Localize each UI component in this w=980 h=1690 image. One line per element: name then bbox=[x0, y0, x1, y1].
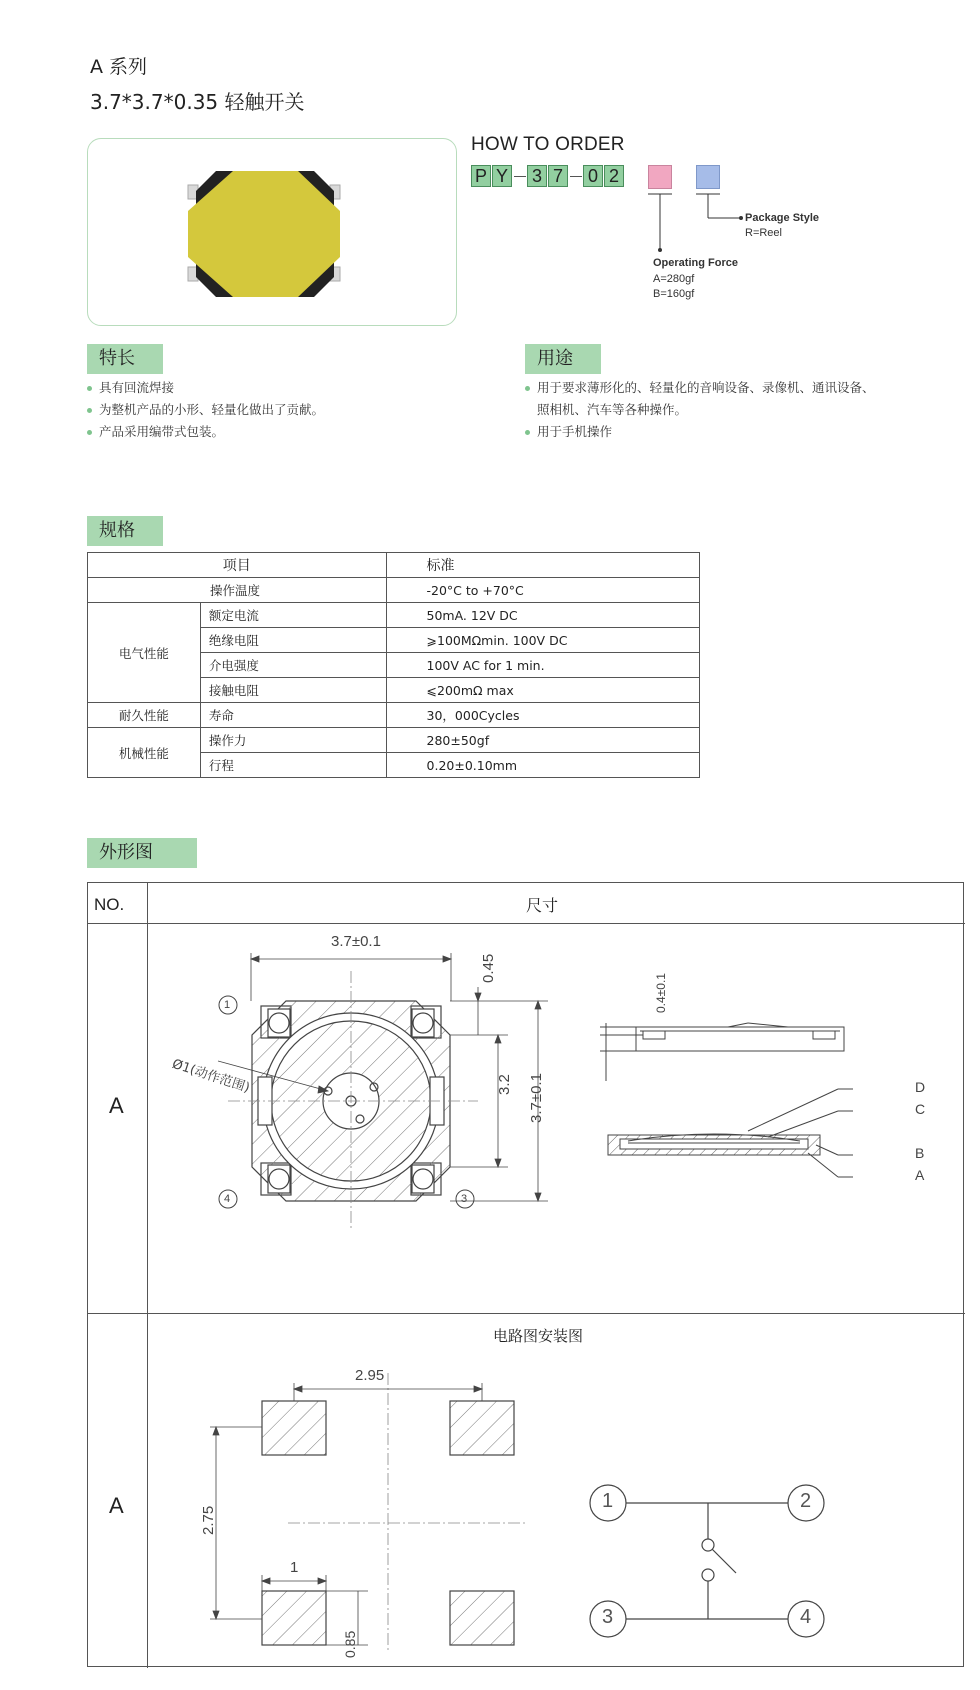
spec-item: 介电强度 bbox=[200, 653, 386, 678]
code-char: P bbox=[471, 165, 491, 187]
spec-item: 额定电流 bbox=[200, 603, 386, 628]
column-divider bbox=[147, 883, 148, 1668]
dim-width: 3.7±0.1 bbox=[331, 933, 381, 950]
dim-height: 3.7±0.1 bbox=[528, 1073, 545, 1123]
spec-value: 0.20±0.10mm bbox=[386, 753, 699, 778]
code-char: Y bbox=[492, 165, 512, 187]
spec-header-standard: 标准 bbox=[386, 553, 699, 578]
code-char: 2 bbox=[604, 165, 624, 187]
series-title: A 系列 bbox=[90, 56, 148, 78]
code-dash bbox=[570, 176, 582, 177]
list-item: 具有回流焊接 bbox=[87, 377, 324, 399]
spec-item: 绝缘电阻 bbox=[200, 628, 386, 653]
part-label: D bbox=[915, 1079, 926, 1095]
spec-item: 行程 bbox=[200, 753, 386, 778]
row-no: A bbox=[109, 1093, 124, 1118]
order-leader-lines bbox=[640, 190, 750, 260]
col-no-header: NO. bbox=[94, 895, 125, 914]
spec-value: 280±50gf bbox=[386, 728, 699, 753]
operating-force-label: Operating Force bbox=[653, 257, 738, 269]
circuit-pin-label: 4 bbox=[800, 1606, 812, 1628]
uses-tag: 用途 bbox=[525, 344, 601, 374]
code-char: 7 bbox=[548, 165, 568, 187]
features-list bbox=[87, 377, 324, 443]
spec-value: ⩾100MΩmin. 100V DC bbox=[386, 628, 699, 653]
spec-item: 操作力 bbox=[200, 728, 386, 753]
code-char: 3 bbox=[527, 165, 547, 187]
row-no: A bbox=[109, 1493, 124, 1518]
circuit-pin-label: 1 bbox=[602, 1490, 614, 1512]
specs-table bbox=[87, 552, 700, 778]
circuit-pin-label: 2 bbox=[800, 1490, 812, 1512]
operating-force-option: B=160gf bbox=[653, 288, 695, 300]
spec-header-item: 项目 bbox=[88, 553, 387, 578]
table-row bbox=[88, 603, 700, 628]
dim-pitch-x: 2.95 bbox=[355, 1367, 385, 1384]
part-label: A bbox=[915, 1167, 925, 1183]
package-style-box bbox=[696, 165, 720, 189]
top-view-drawing bbox=[188, 931, 948, 1311]
product-image bbox=[88, 139, 458, 327]
features-tag: 特长 bbox=[87, 344, 163, 374]
spec-group: 电气性能 bbox=[88, 603, 201, 703]
package-style-label: Package Style bbox=[745, 212, 819, 224]
spec-group: 耐久性能 bbox=[88, 703, 201, 728]
outline-tag: 外形图 bbox=[87, 838, 197, 868]
spec-item: 操作温度 bbox=[88, 578, 387, 603]
package-style-option: R=Reel bbox=[745, 227, 782, 239]
list-item: 用于要求薄形化的、轻量化的音响设备、录像机、通讯设备、 bbox=[525, 377, 875, 399]
pcb-layout-drawing bbox=[188, 1353, 948, 1653]
spec-group: 机械性能 bbox=[88, 728, 201, 778]
spec-value: 100V AC for 1 min. bbox=[386, 653, 699, 678]
operating-force-box bbox=[648, 165, 672, 189]
dim-edge: 0.45 bbox=[480, 953, 497, 983]
spec-value: ⩽200mΩ max bbox=[386, 678, 699, 703]
spec-value: -20°C to +70°C bbox=[386, 578, 699, 603]
list-item: 产品采用编带式包装。 bbox=[87, 421, 324, 443]
part-label: C bbox=[915, 1101, 926, 1117]
outline-table bbox=[87, 882, 964, 1667]
table-row bbox=[88, 703, 700, 728]
dim-inner: 3.2 bbox=[496, 1074, 513, 1095]
dim-pad-h: 0.85 bbox=[342, 1630, 358, 1658]
list-item-continued bbox=[525, 399, 875, 421]
spec-value: 50mA. 12V DC bbox=[386, 603, 699, 628]
order-code bbox=[471, 165, 625, 187]
part-label: B bbox=[915, 1145, 925, 1161]
row-divider bbox=[88, 1313, 965, 1314]
circuit-subtitle: 电路图安装图 bbox=[493, 1327, 584, 1345]
code-char: 0 bbox=[583, 165, 603, 187]
uses-list bbox=[525, 377, 875, 443]
table-row bbox=[88, 728, 700, 753]
list-item: 为整机产品的小形、轻量化做出了贡献。 bbox=[87, 399, 324, 421]
spec-item: 寿命 bbox=[200, 703, 386, 728]
dim-side-thickness: 0.4±0.1 bbox=[654, 973, 668, 1013]
dim-actuator: Ø1(动作范围) bbox=[170, 1056, 252, 1096]
code-dash bbox=[514, 176, 526, 177]
operating-force-option: A=280gf bbox=[653, 273, 695, 285]
dim-pitch-y: 2.75 bbox=[200, 1505, 217, 1535]
dim-pad-w: 1 bbox=[290, 1559, 299, 1576]
product-photo-frame bbox=[87, 138, 457, 326]
specs-tag: 规格 bbox=[87, 516, 163, 546]
pin-label: 1 bbox=[224, 999, 231, 1011]
list-item-text: 照相机、汽车等各种操作。 bbox=[537, 402, 688, 417]
pin-label: 4 bbox=[224, 1193, 231, 1205]
spec-item: 接触电阻 bbox=[200, 678, 386, 703]
col-dim-header: 尺寸 bbox=[526, 896, 559, 915]
table-row bbox=[88, 578, 700, 603]
model-title: 3.7*3.7*0.35 轻触开关 bbox=[90, 90, 305, 114]
spec-value: 30，000Cycles bbox=[386, 703, 699, 728]
header-divider bbox=[88, 923, 965, 924]
pin-label: 3 bbox=[461, 1193, 468, 1205]
list-item: 用于手机操作 bbox=[525, 421, 875, 443]
how-to-order-title: HOW TO ORDER bbox=[471, 134, 625, 155]
circuit-pin-label: 3 bbox=[602, 1606, 614, 1628]
